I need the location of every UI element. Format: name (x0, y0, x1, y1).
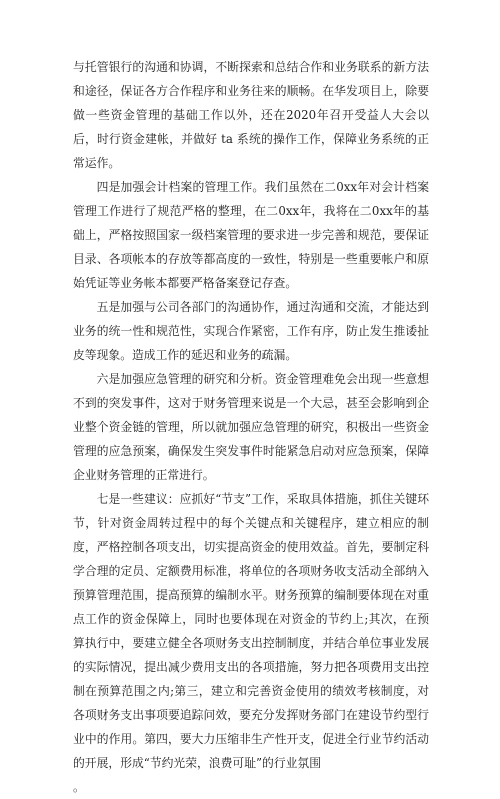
paragraph-archive-management: 四是加强会计档案的管理工作。我们虽然在二0xx年对会计档案管理工作进行了规范严格的整理，在二0xx年，我将在二0xx年的基础上，严格按照国家一级档案管理的要求进一步完善和规范，要保证目录、各项帐本的存放等都高度的一致性，特别是一些重要帐户和原始凭证等业务帐本都要严格备案登记存查。 (73, 180, 429, 290)
paragraph-trailing-period: 。 (73, 780, 85, 794)
paragraph-department-coordination: 五是加强与公司各部门的沟通协作，通过沟通和交流，才能达到业务的统一性和规范性，实现合作紧密，工作有序，防止发生推诿扯皮等现象。造成工作的延迟和业务的疏漏。 (73, 300, 429, 362)
paragraph-emergency-management: 六是加强应急管理的研究和分析。资金管理难免会出现一些意想不到的突发事件，这对于财务管理来说是一个大忌，甚至会影响到企业整个资金链的管理，所以就加强应急管理的研究，积极出一些资金管理的应急预案，确保发生突发事件时能紧急启动对应急预案，保障企业财务管理的正常进行。 (73, 372, 429, 482)
paragraph-suggestions: 七是一些建议：应抓好“节支”工作，采取具体措施，抓住关键环节，针对资金周转过程中的每个关键点和关键程序，建立相应的制度，严格控制各项支出，切实提高资金的使用效益。首先，要制定科学合理的定员、定额费用标准，将单位的各项财务收支活动全部纳入预算管理范围，提高预算的编制水平。财务预算的编制要体现在对重点工作的资金保障上，同时也要体现在对资金的节约上;其次，在预算执行中，要建立健全各项财务支出控制制度，并结合单位事业发展的实际情况，提出减少费用支出的各项措施，努力把各项费用支出控制在预算范围之内;第三，建立和完善资金使用的绩效考核制度，对各项财务支出事项要追踪问效，要充分发挥财务部门在建设节约型行业中的作用。第四，要大力压缩非生产性开支，促进全行业节约活动的开展，形成“节约光荣，浪费可耻”的行业氛围 (73, 492, 429, 770)
document-body (73, 55, 429, 799)
paragraph-continuation: 与托管银行的沟通和协调，不断探索和总结合作和业务联系的新方法和途径，保证各方合作程序和业务往来的顺畅。在华发项目上，除要做一些资金管理的基础工作以外，还在2020年召开受益人大会以后，时行资金建帐，并做好 ta 系统的操作工作，保障业务系统的正常运作。 (73, 60, 429, 170)
